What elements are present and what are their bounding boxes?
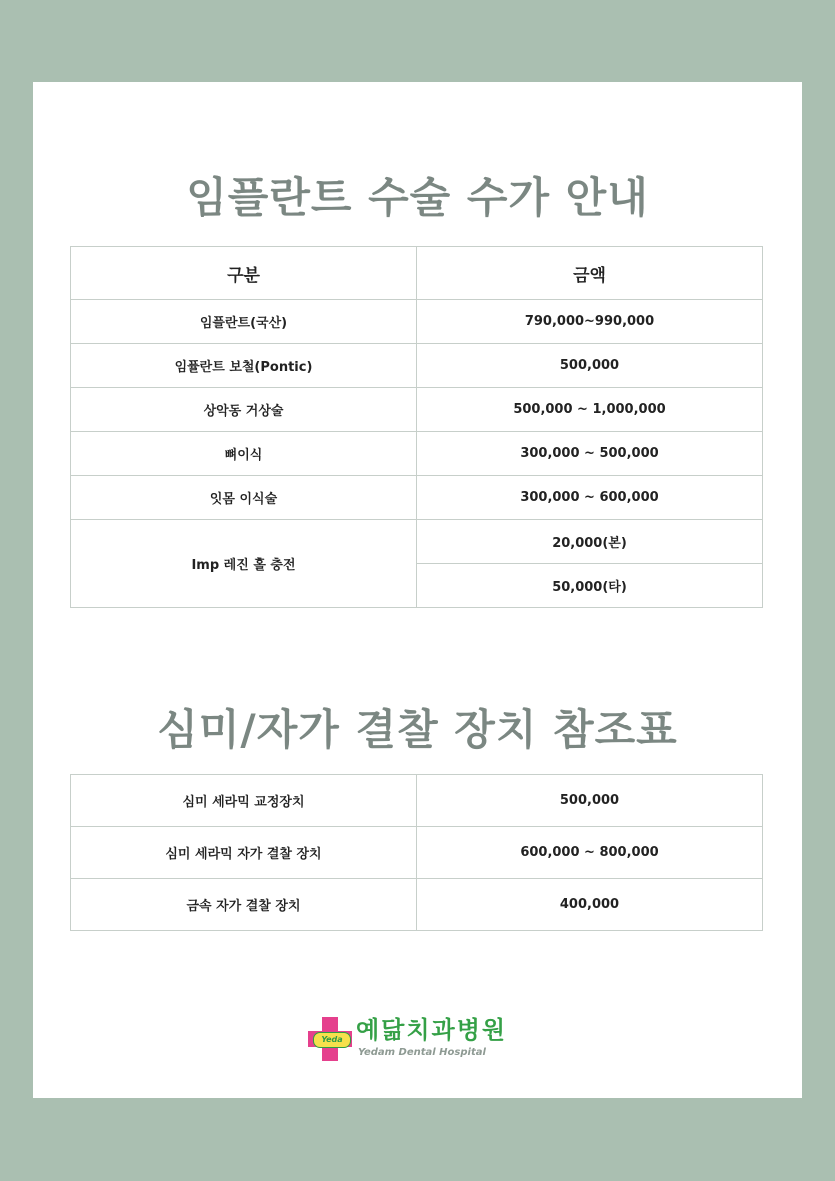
row-price: 500,000 (417, 344, 763, 388)
table-row (71, 775, 763, 827)
table-row (71, 300, 763, 344)
row-price: 400,000 (417, 879, 763, 931)
header-amount: 금액 (417, 247, 763, 300)
logo-name-english: Yedam Dental Hospital (358, 1047, 486, 1058)
row-price: 600,000 ~ 800,000 (417, 827, 763, 879)
implant-fee-title: 임플란트 수술 수가 안내 (186, 173, 649, 222)
table-row (71, 476, 763, 520)
bracket-fee-title: 심미/자가 결찰 장치 참조표 (157, 705, 678, 754)
row-item: 심미 세라믹 자가 결찰 장치 (71, 827, 417, 879)
medical-cross-icon (308, 1017, 352, 1061)
table-row (71, 879, 763, 931)
row-item-merged: Imp 레진 홀 충전 (71, 520, 417, 608)
hospital-logo (308, 1014, 528, 1064)
row-item: 심미 세라믹 교정장치 (71, 775, 417, 827)
row-item: 잇몸 이식술 (71, 476, 417, 520)
row-price: 300,000 ~ 600,000 (417, 476, 763, 520)
row-item: 임퓰란트 보철(Pontic) (71, 344, 417, 388)
row-item: 상악동 거상술 (71, 388, 417, 432)
table-row (71, 827, 763, 879)
logo-name-korean: 예닮치과병원 (356, 1016, 508, 1044)
row-item: 뼈이식 (71, 432, 417, 476)
row-item: 금속 자가 결찰 장치 (71, 879, 417, 931)
bracket-fee-table (70, 774, 763, 931)
logo-badge: Yeda (313, 1032, 351, 1048)
row-price: 500,000 ~ 1,000,000 (417, 388, 763, 432)
header-category: 구분 (71, 247, 417, 300)
row-item: 임플란트(국산) (71, 300, 417, 344)
row-price: 20,000(본) (417, 520, 763, 564)
row-price: 500,000 (417, 775, 763, 827)
table-header-row (71, 247, 763, 300)
implant-fee-table (70, 246, 763, 608)
table-row (71, 520, 763, 564)
table-row (71, 344, 763, 388)
table-row (71, 432, 763, 476)
price-sheet (33, 82, 802, 1098)
row-price: 50,000(타) (417, 564, 763, 608)
row-price: 790,000~990,000 (417, 300, 763, 344)
row-price: 300,000 ~ 500,000 (417, 432, 763, 476)
table-row (71, 388, 763, 432)
